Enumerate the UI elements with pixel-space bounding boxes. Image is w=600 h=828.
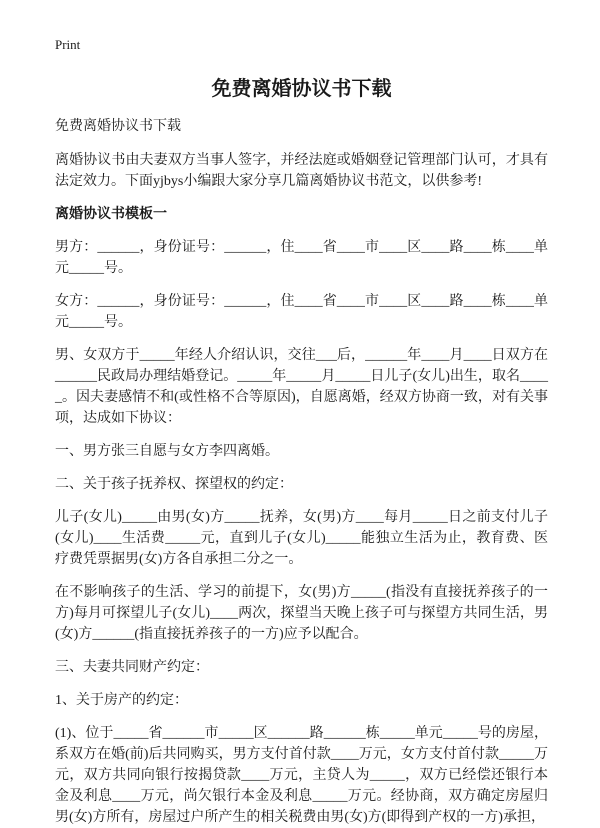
- house-property-paragraph: (1)、位于_____省______市_____区______路______栋_____单元_____号的房屋，系双方在婚(前)后共同购买，男方支付首付款____万元，女方支付首付款_____万元，双方共同向银行按揭贷款____万元，主贷人为_____，双方已经偿还银行本金及利息____万元，尚欠银行本金及利息_____万元。经协商，双方确定房屋归男(女)方所有，房屋过户所产生的相关税费由男(女)方(即得到产权的一方)承担，: [55, 726, 548, 825]
- document-subtitle: 免费离婚协议书下载: [55, 119, 181, 134]
- house-property-subheading: 1、关于房产的约定：: [55, 693, 188, 708]
- page-title: 免费离婚协议书下载: [211, 78, 392, 100]
- clause-2-custody-heading: 二、关于孩子抚养权、探望权的约定：: [55, 477, 293, 492]
- party-male-line: 男方：______，身份证号：______，住____省____市____区____路____栋____单元_____号。: [55, 240, 548, 276]
- marriage-history-paragraph: 男、女双方于_____年经人介绍认识，交往___后，______年____月____日双方在______民政局办理结婚登记。_____年_____月_____日儿子(女儿)出生，取名_____。因夫妻感情不和(或性格不合等原因)，自愿离婚，经双方协商一致，对有关事项，达成如下协议：: [55, 348, 548, 426]
- intro-paragraph: 离婚协议书由夫妻双方当事人签字，并经法庭或婚姻登记管理部门认可，才具有法定效力。下面yjbys小编跟大家分享几篇离婚协议书范文，以供参考!: [55, 153, 548, 189]
- clause-3-property-heading: 三、夫妻共同财产约定：: [55, 660, 209, 675]
- child-support-paragraph: 儿子(女儿)_____由男(女)方_____抚养，女(男)方____每月_____日之前支付儿子(女儿)____生活费_____元，直到儿子(女儿)_____能独立生活为止，教育费、医疗费凭票据男(女)方各自承担二分之一。: [55, 510, 548, 567]
- template-heading: 离婚协议书模板一: [55, 207, 167, 222]
- clause-1-divorce-line: 一、男方张三自愿与女方李四离婚。: [55, 444, 279, 459]
- print-link[interactable]: Print: [55, 37, 81, 52]
- party-female-line: 女方：______，身份证号：______，住____省____市____区____路____栋____单元_____号。: [55, 294, 548, 330]
- visitation-paragraph: 在不影响孩子的生活、学习的前提下，女(男)方_____(指没有直接抚养孩子的一方)每月可探望儿子(女儿)____两次，探望当天晚上孩子可与探望方共同生活，男(女)方______(指直接抚养孩子的一方)应予以配合。: [55, 585, 548, 642]
